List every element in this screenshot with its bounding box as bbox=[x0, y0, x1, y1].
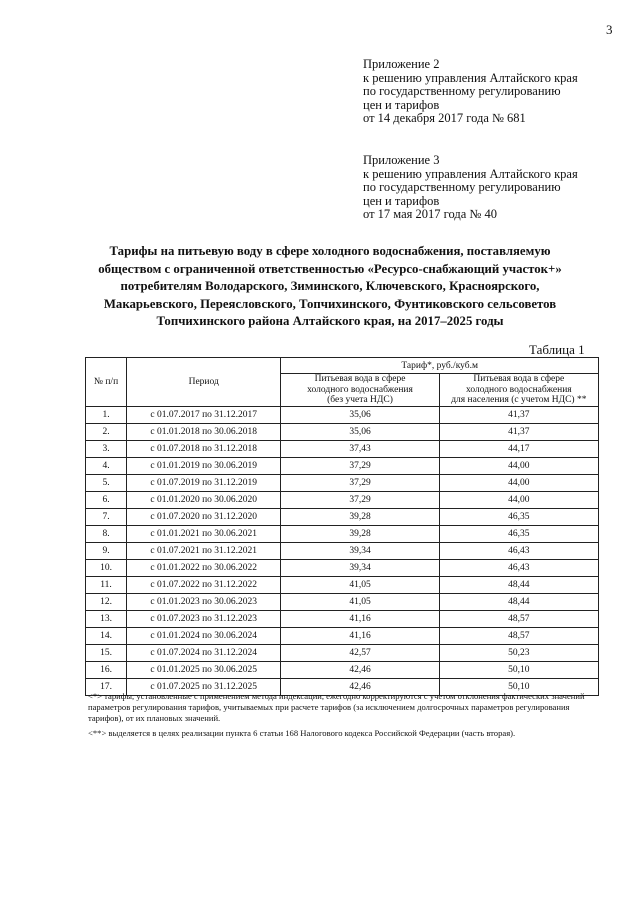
appendix-3-header bbox=[363, 154, 623, 222]
row-tariff-a: 37,29 bbox=[281, 475, 439, 492]
row-period: с 01.01.2019 по 30.06.2019 bbox=[127, 458, 281, 475]
table-row bbox=[86, 475, 599, 492]
appendix-2-line: к решению управления Алтайского края bbox=[363, 70, 578, 85]
row-num: 2. bbox=[86, 424, 127, 441]
row-tariff-b: 44,00 bbox=[439, 492, 598, 509]
row-num: 1. bbox=[86, 407, 127, 424]
row-tariff-b: 48,44 bbox=[439, 594, 598, 611]
header-period: Период bbox=[127, 358, 281, 407]
table-row bbox=[86, 407, 599, 424]
table-row bbox=[86, 492, 599, 509]
row-tariff-b: 50,10 bbox=[439, 679, 598, 696]
appendix-3-line: по государственному регулированию bbox=[363, 180, 561, 194]
row-num: 16. bbox=[86, 662, 127, 679]
title-line: Топчихинского района Алтайского края, на 2017–2025 годы bbox=[156, 314, 504, 328]
header-b-line: Питьевая вода в сфере bbox=[473, 374, 565, 385]
header-b-line: для населения (с учетом НДС) ** bbox=[451, 395, 587, 406]
row-tariff-a: 41,05 bbox=[281, 594, 439, 611]
header-num: № п/п bbox=[86, 358, 127, 407]
row-num: 6. bbox=[86, 492, 127, 509]
row-num: 10. bbox=[86, 560, 127, 577]
row-tariff-b: 41,37 bbox=[439, 407, 598, 424]
row-tariff-b: 46,35 bbox=[439, 526, 598, 543]
row-tariff-b: 44,17 bbox=[439, 441, 598, 458]
row-num: 5. bbox=[86, 475, 127, 492]
table-row bbox=[86, 526, 599, 543]
row-period: с 01.07.2017 по 31.12.2017 bbox=[127, 407, 281, 424]
document-title bbox=[60, 243, 600, 331]
row-num: 15. bbox=[86, 645, 127, 662]
header-b-line: холодного водоснабжения bbox=[465, 384, 572, 395]
row-num: 4. bbox=[86, 458, 127, 475]
row-tariff-a: 42,46 bbox=[281, 679, 439, 696]
row-period: с 01.07.2024 по 31.12.2024 bbox=[127, 645, 281, 662]
row-period: с 01.01.2024 по 30.06.2024 bbox=[127, 628, 281, 645]
table-row bbox=[86, 458, 599, 475]
row-tariff-a: 41,16 bbox=[281, 611, 439, 628]
row-num: 13. bbox=[86, 611, 127, 628]
title-line: Тарифы на питьевую воду в сфере холодного водоснабжения, поставляемую bbox=[109, 244, 551, 258]
table-row bbox=[86, 543, 599, 560]
table-row bbox=[86, 594, 599, 611]
row-num: 17. bbox=[86, 679, 127, 696]
row-period: с 01.07.2022 по 31.12.2022 bbox=[127, 577, 281, 594]
appendix-2-line: Приложение 2 bbox=[363, 57, 440, 71]
row-period: с 01.01.2025 по 30.06.2025 bbox=[127, 662, 281, 679]
page-number: 3 bbox=[606, 22, 613, 37]
table-row bbox=[86, 560, 599, 577]
row-period: с 01.01.2018 по 30.06.2018 bbox=[127, 424, 281, 441]
header-tariff-population-with-vat bbox=[439, 374, 598, 407]
title-line: Макарьевского, Переясловского, Топчихинского, Фунтиковского сельсоветов bbox=[103, 296, 557, 311]
appendix-2-line: по государственному регулированию bbox=[363, 84, 561, 98]
table-row bbox=[86, 424, 599, 441]
row-tariff-b: 44,00 bbox=[439, 458, 598, 475]
table-caption: Таблица 1 bbox=[529, 342, 585, 357]
row-tariff-b: 44,00 bbox=[439, 475, 598, 492]
title-line: потребителям Володарского, Зиминского, Ключевского, Красноярского, bbox=[120, 279, 540, 293]
row-num: 14. bbox=[86, 628, 127, 645]
row-tariff-b: 50,23 bbox=[439, 645, 598, 662]
row-tariff-a: 35,06 bbox=[281, 407, 439, 424]
row-period: с 01.01.2023 по 30.06.2023 bbox=[127, 594, 281, 611]
row-tariff-b: 48,57 bbox=[439, 628, 598, 645]
appendix-2-line: цен и тарифов bbox=[363, 97, 440, 112]
row-tariff-a: 39,34 bbox=[281, 560, 439, 577]
appendix-3-line: к решению управления Алтайского края bbox=[363, 166, 578, 181]
footnote-2: <**> выделяется в целях реализации пункта 6 статьи 168 Налогового кодекса Российской Федерации (часть вторая). bbox=[88, 728, 516, 738]
table-row bbox=[86, 577, 599, 594]
appendix-2-line: от 14 декабря 2017 года № 681 bbox=[363, 111, 526, 125]
row-period: с 01.07.2023 по 31.12.2023 bbox=[127, 611, 281, 628]
row-num: 8. bbox=[86, 526, 127, 543]
row-tariff-a: 41,05 bbox=[281, 577, 439, 594]
appendix-3-line: цен и тарифов bbox=[363, 193, 440, 208]
row-period: с 01.07.2020 по 31.12.2020 bbox=[127, 509, 281, 526]
row-tariff-b: 48,57 bbox=[439, 611, 598, 628]
row-period: с 01.07.2025 по 31.12.2025 bbox=[127, 679, 281, 696]
title-line: обществом с ограниченной ответственностью «Ресурсо-снабжающий участок+» bbox=[98, 261, 562, 276]
row-tariff-b: 48,44 bbox=[439, 577, 598, 594]
table-row bbox=[86, 611, 599, 628]
row-tariff-b: 50,10 bbox=[439, 662, 598, 679]
row-tariff-a: 39,28 bbox=[281, 526, 439, 543]
row-num: 11. bbox=[86, 577, 127, 594]
tariff-table bbox=[85, 357, 599, 696]
row-tariff-a: 35,06 bbox=[281, 424, 439, 441]
row-tariff-b: 41,37 bbox=[439, 424, 598, 441]
table-row bbox=[86, 509, 599, 526]
row-tariff-a: 37,43 bbox=[281, 441, 439, 458]
row-tariff-a: 42,46 bbox=[281, 662, 439, 679]
appendix-3-line: от 17 мая 2017 года № 40 bbox=[363, 207, 497, 221]
appendix-2-header bbox=[363, 58, 623, 126]
row-period: с 01.07.2021 по 31.12.2021 bbox=[127, 543, 281, 560]
header-a-line: Питьевая вода в сфере bbox=[314, 374, 406, 385]
row-period: с 01.07.2018 по 31.12.2018 bbox=[127, 441, 281, 458]
row-num: 7. bbox=[86, 509, 127, 526]
row-tariff-a: 39,28 bbox=[281, 509, 439, 526]
row-num: 12. bbox=[86, 594, 127, 611]
header-tariff-group: Тариф*, руб./куб.м bbox=[281, 358, 599, 374]
header-a-line: (без учета НДС) bbox=[327, 395, 393, 406]
row-tariff-a: 42,57 bbox=[281, 645, 439, 662]
row-tariff-a: 39,34 bbox=[281, 543, 439, 560]
header-a-line: холодного водоснабжения bbox=[307, 384, 413, 395]
table-row bbox=[86, 628, 599, 645]
row-period: с 01.07.2019 по 31.12.2019 bbox=[127, 475, 281, 492]
row-period: с 01.01.2022 по 30.06.2022 bbox=[127, 560, 281, 577]
footnote-1: <*> тарифы, установленные с применением метода индексации, ежегодно корректируются с учетом отклонения фактических значений параметров регулирования тарифов, учитываемых при расчете тарифов (за исключением долгосрочных параметров регулирования тарифов), от их плановых значений. bbox=[88, 691, 585, 723]
table-row bbox=[86, 441, 599, 458]
row-tariff-a: 37,29 bbox=[281, 458, 439, 475]
table-row bbox=[86, 662, 599, 679]
row-num: 3. bbox=[86, 441, 127, 458]
row-tariff-a: 41,16 bbox=[281, 628, 439, 645]
row-tariff-b: 46,35 bbox=[439, 509, 598, 526]
appendix-3-line: Приложение 3 bbox=[363, 153, 440, 167]
row-num: 9. bbox=[86, 543, 127, 560]
row-tariff-b: 46,43 bbox=[439, 560, 598, 577]
table-row bbox=[86, 645, 599, 662]
row-period: с 01.01.2021 по 30.06.2021 bbox=[127, 526, 281, 543]
header-tariff-without-vat bbox=[281, 374, 439, 407]
footnotes bbox=[88, 691, 603, 743]
row-tariff-b: 46,43 bbox=[439, 543, 598, 560]
row-tariff-a: 37,29 bbox=[281, 492, 439, 509]
row-period: с 01.01.2020 по 30.06.2020 bbox=[127, 492, 281, 509]
